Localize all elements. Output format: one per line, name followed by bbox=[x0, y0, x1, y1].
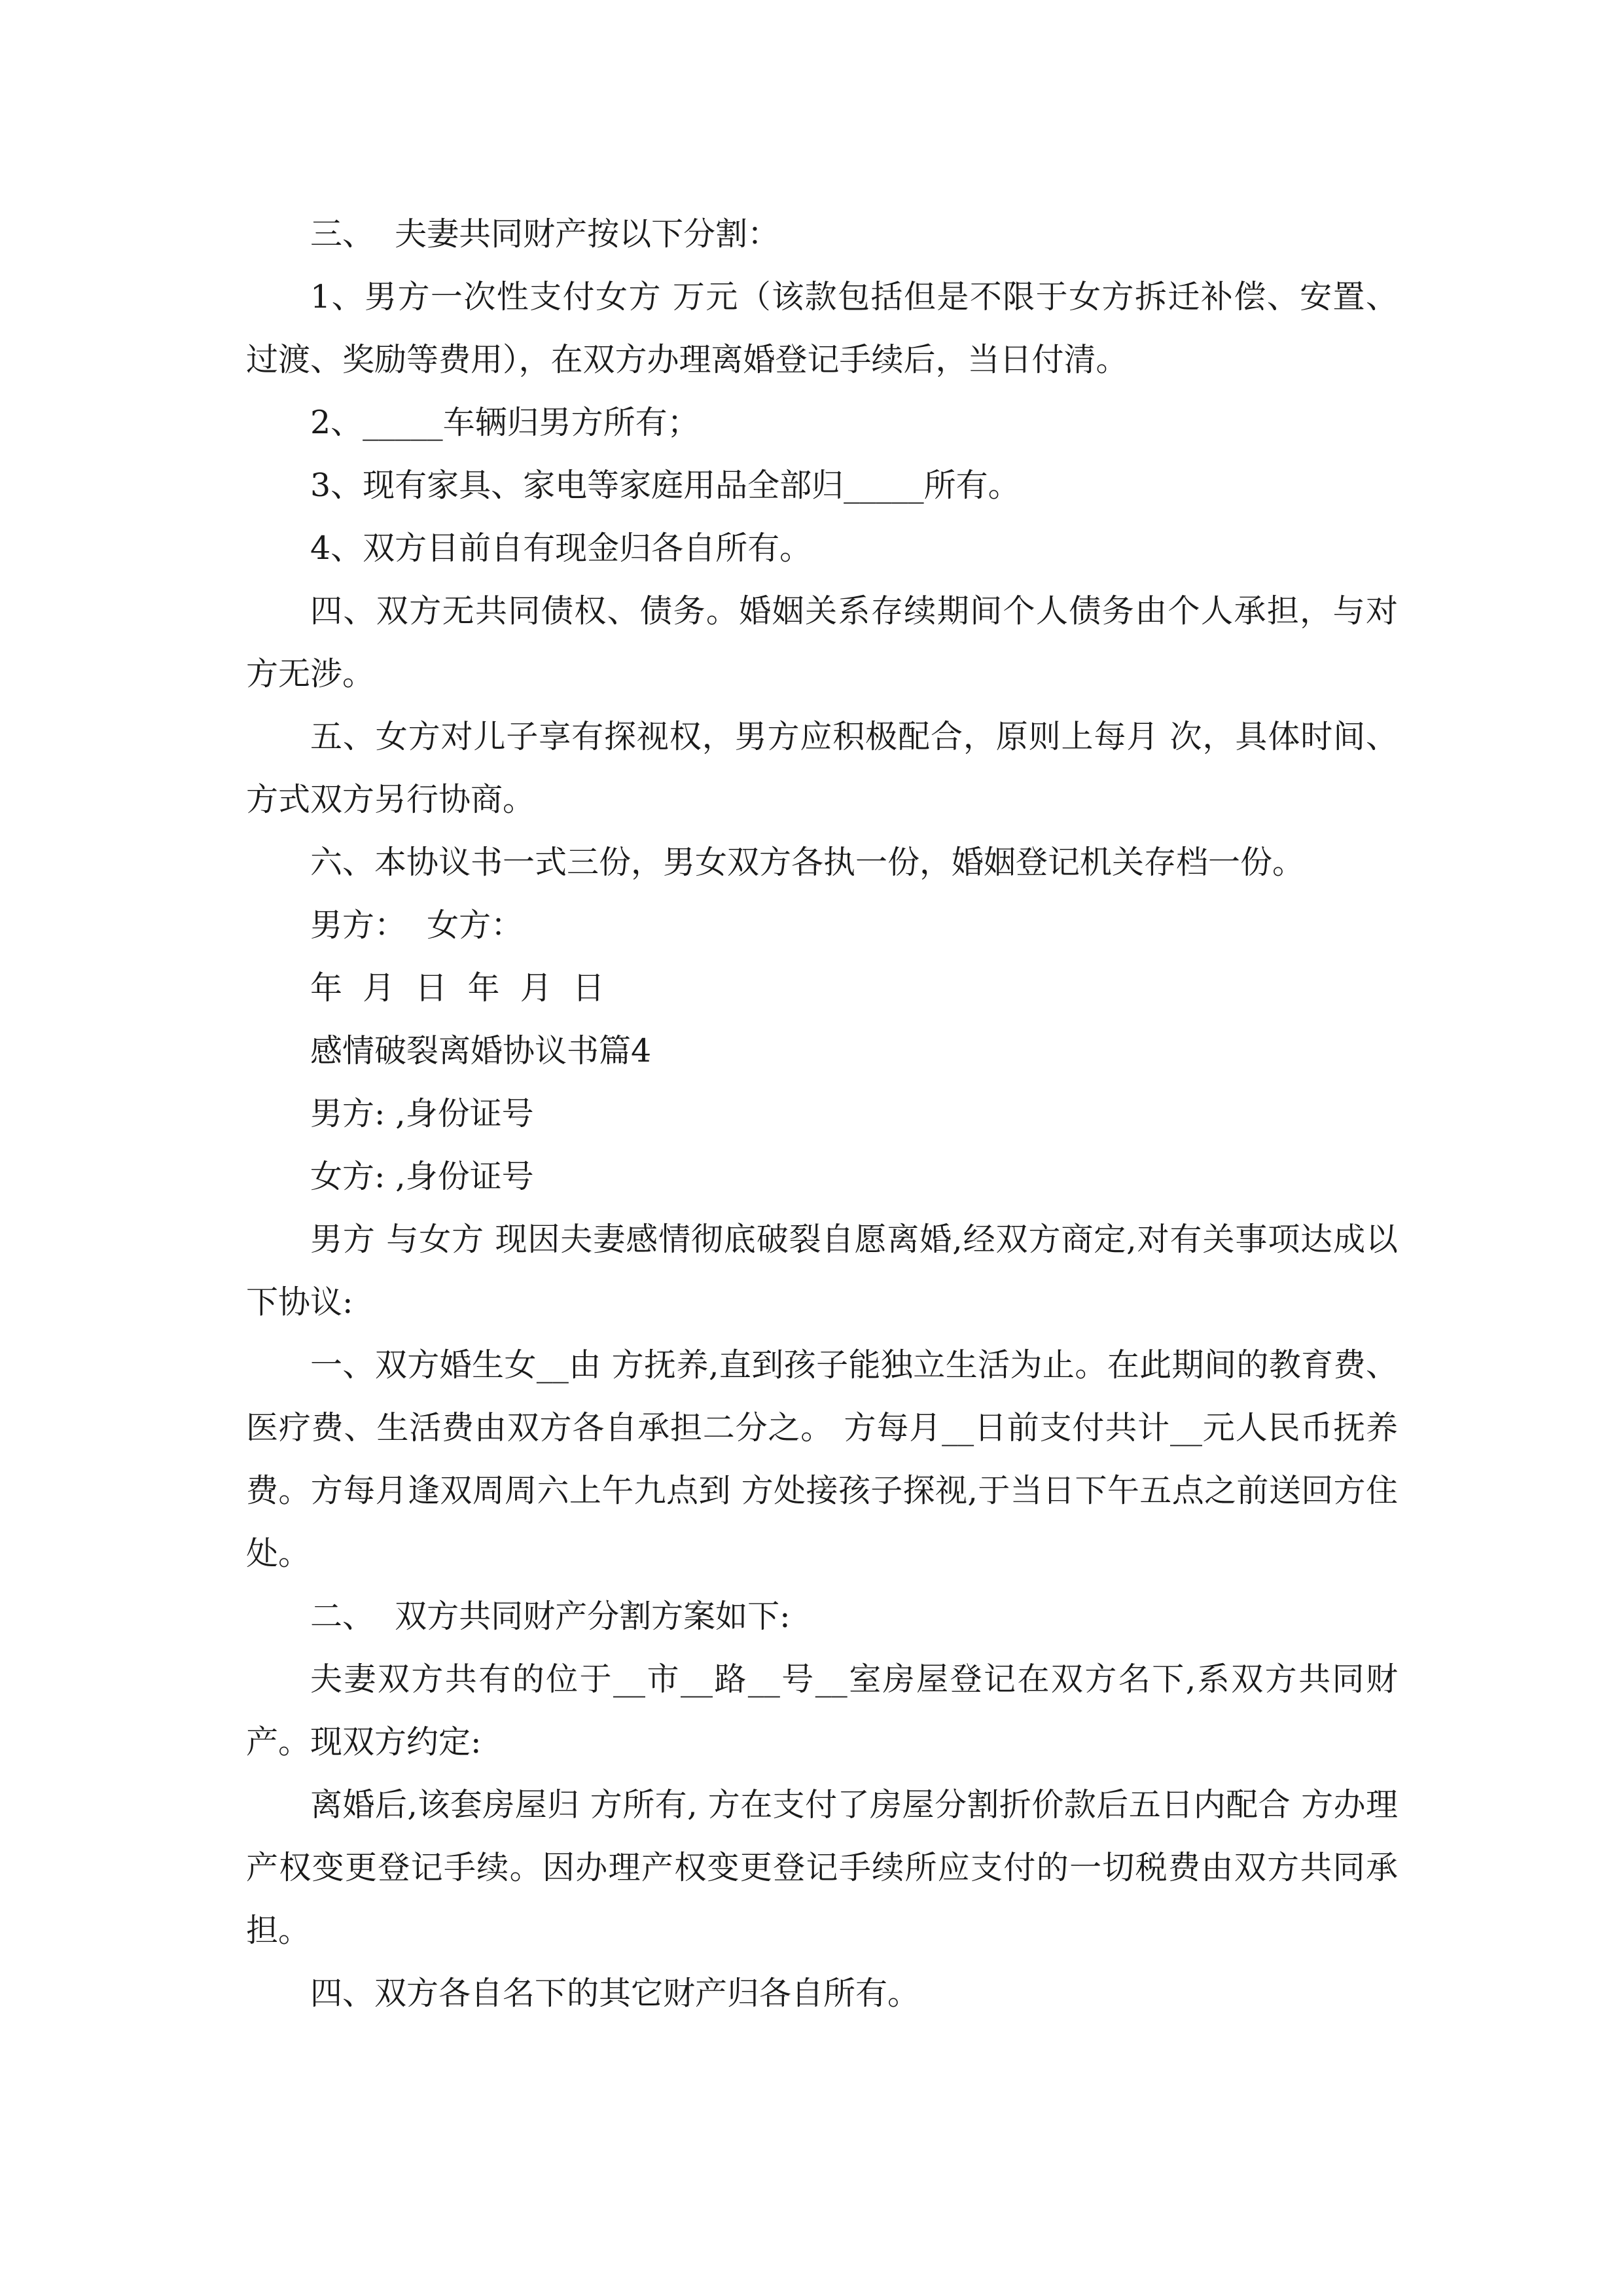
husband-id-line: 男方: ,身份证号 bbox=[310, 1095, 534, 1132]
paragraph-copies: 六、本协议书一式三份，男女双方各执一份，婚姻登记机关存档一份。 bbox=[310, 844, 1305, 881]
date-line: 年 月 日 年 月 日 bbox=[310, 969, 605, 1007]
wife-id-line: 女方: ,身份证号 bbox=[310, 1158, 534, 1195]
paragraph-debts: 四、双方无共同债权、债务。婚姻关系存续期间个人债务由个人承担，与对方无涉。 bbox=[246, 592, 1398, 692]
paragraph-property-division-heading: 三、 夫妻共同财产按以下分割： bbox=[310, 215, 780, 253]
paragraph-cash: 4、双方目前自有现金归各自所有。 bbox=[310, 529, 812, 567]
paragraph-house-ownership: 夫妻双方共有的位于__市__路__号__室房屋登记在双方名下,系双方共同财产。现双方约定: bbox=[246, 1660, 1398, 1761]
section-title: 感情破裂离婚协议书篇4 bbox=[310, 1032, 652, 1069]
paragraph-other-property: 四、双方各自名下的其它财产归各自所有。 bbox=[310, 1975, 920, 2012]
signature-line: 男方： 女方： bbox=[310, 906, 524, 944]
paragraph-furniture: 3、现有家具、家电等家庭用品全部归_____所有。 bbox=[310, 467, 1020, 504]
paragraph-visitation: 五、女方对儿子享有探视权，男方应积极配合，原则上每月 次，具体时间、方式双方另行协商。 bbox=[246, 718, 1398, 818]
paragraph-child-custody: 一、双方婚生女__由 方抚养,直到孩子能独立生活为止。在此期间的教育费、医疗费、生活费由双方各自承担二分之。 方每月__日前支付共计__元人民币抚养费。方每月逢双周周六上午九点到 方处接孩子探视,于当日下午五点之前送回方住处。 bbox=[246, 1346, 1398, 1572]
paragraph-house-transfer: 离婚后,该套房屋归 方所有, 方在支付了房屋分割折价款后五日内配合 方办理产权变更登记手续。因办理产权变更登记手续所应支付的一切税费由双方共同承担。 bbox=[246, 1786, 1398, 1949]
document-body bbox=[246, 203, 1398, 2025]
paragraph-vehicle: 2、_____车辆归男方所有； bbox=[310, 404, 700, 441]
paragraph-lump-sum-payment: 1、男方一次性支付女方 万元（该款包括但是不限于女方拆迁补偿、安置、过渡、奖励等费用），在双方办理离婚登记手续后，当日付清。 bbox=[246, 278, 1398, 378]
paragraph-agreement-intro: 男方 与女方 现因夫妻感情彻底破裂自愿离婚,经双方商定,对有关事项达成以下协议: bbox=[246, 1221, 1398, 1321]
paragraph-joint-property-heading: 二、 双方共同财产分割方案如下: bbox=[310, 1598, 791, 1635]
